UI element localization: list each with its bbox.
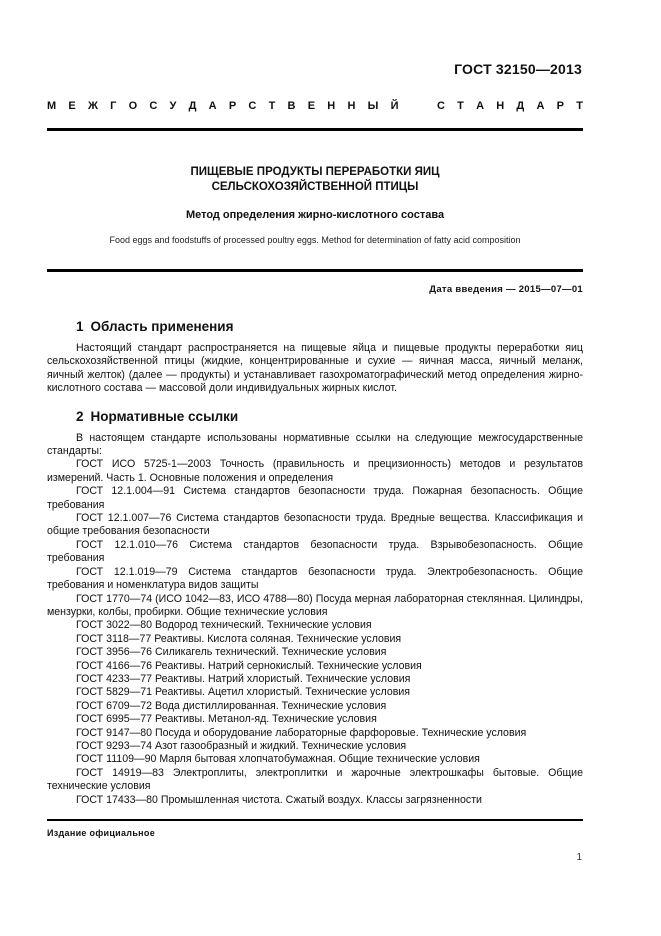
spaced-letter: Р [556, 100, 564, 112]
reference-title: Система стандартов безопасности труда. Взрывобезопасность. Общие требования [47, 538, 583, 565]
reference-code: ГОСТ 3118—77 [76, 632, 152, 645]
spaced-letter: Е [307, 100, 316, 112]
spaced-letter: М [47, 100, 57, 112]
reference-title: Реактивы. Натрий хлористый. Технические условия [155, 672, 411, 685]
reference-item [47, 794, 583, 807]
reference-item [47, 753, 583, 766]
introduction-date: Дата введения — 2015—07—01 [429, 284, 583, 295]
reference-item [47, 727, 583, 740]
section-number: 2 [76, 408, 84, 424]
document-title [47, 165, 583, 195]
section-number: 1 [76, 319, 84, 334]
reference-title: Марля бытовая хлопчатобумажная. Общие технические условия [159, 753, 480, 766]
section-title: Нормативные ссылки [90, 408, 239, 424]
reference-item [47, 660, 583, 673]
spaced-letter: А [208, 100, 217, 112]
reference-code: ГОСТ 12.1.010—76 [76, 538, 179, 551]
spaced-letter: А [476, 100, 485, 112]
reference-item [47, 767, 583, 794]
spaced-letter: Д [516, 100, 525, 112]
reference-item [47, 619, 583, 632]
reference-code: ГОСТ 9147—80 [76, 726, 153, 739]
spaced-letter: В [287, 100, 296, 112]
reference-item [47, 566, 583, 593]
footer-divider [47, 819, 583, 821]
reference-code: ГОСТ 5829—71 [76, 686, 153, 699]
spaced-letter: Т [576, 100, 583, 112]
title-block [47, 165, 583, 246]
reference-title: Электроплиты, электроплитки и жарочные электрошкафы бытовые. Общие технические условия [47, 766, 583, 793]
reference-code: ГОСТ 14919—83 [76, 766, 164, 779]
spaced-letter: С [149, 100, 158, 112]
reference-item [47, 740, 583, 753]
reference-title: Реактивы. Ацетил хлористый. Технические условия [155, 686, 410, 699]
reference-title: Азот газообразный и жидкий. Технические условия [155, 739, 407, 752]
spaced-letter: Ж [87, 100, 98, 112]
section-title: Область применения [90, 319, 234, 334]
top-divider [47, 128, 583, 131]
interstate-standard-label [47, 100, 583, 112]
title-line-2: СЕЛЬСКОХОЗЯЙСТВЕННОЙ ПТИЦЫ [211, 181, 419, 193]
section-2-heading [47, 408, 583, 426]
spaced-letter: Е [68, 100, 76, 112]
spaced-letter: Н [347, 100, 356, 112]
reference-item [47, 646, 583, 659]
reference-item [47, 458, 583, 485]
spaced-letter: Д [188, 100, 197, 112]
reference-title: Реактивы. Метанол-яд. Технические условия [155, 713, 377, 726]
reference-item [47, 713, 583, 726]
scope-paragraph: Настоящий стандарт распространяется на пищевые яйца и пищевые продукты переработки яиц сельскохозяйственной птицы (жидкие, концентрированные и сухие — яичная масса, яичный меланж, яичный желток) (далее — продукты) и устанавливает газохроматографический метод определения жирно-кислотного состава — массовой доли индивидуальных жирных кислот. [47, 342, 583, 395]
reference-title: Реактивы. Кислота соляная. Технические условия [154, 632, 402, 645]
title-divider [47, 269, 583, 272]
reference-code: ГОСТ 3022—80 [76, 619, 153, 632]
spaced-letter: Т [457, 100, 464, 112]
reference-item [47, 539, 583, 566]
reference-code: ГОСТ 4233—77 [76, 672, 153, 685]
reference-title: Реактивы. Натрий сернокислый. Технические условия [155, 659, 422, 672]
edition-label: Издание официальное [47, 828, 156, 838]
spaced-letter: У [169, 100, 177, 112]
page-number: 1 [576, 852, 582, 863]
reference-code: ГОСТ 9293—74 [76, 739, 153, 752]
reference-code: ГОСТ 11109—90 [76, 753, 157, 766]
reference-title: Посуда и оборудование лабораторные фарфоровые. Технические условия [155, 726, 527, 739]
references-list [47, 458, 583, 807]
title-line-1: ПИЩЕВЫЕ ПРОДУКТЫ ПЕРЕРАБОТКИ ЯИЦ [190, 166, 440, 178]
reference-title: Точность (правильность и прецизионность) методов и результатов измерений. Часть 1. Основные положения и определения [47, 458, 583, 484]
spaced-letter: Ы [367, 100, 379, 112]
document-body [47, 318, 583, 807]
reference-item [47, 512, 583, 539]
reference-title: Вода дистиллированная. Технические условия [155, 699, 387, 712]
reference-title: Система стандартов безопасности труда. Пожарная безопасность. Общие требования [47, 485, 583, 511]
reference-item [47, 485, 583, 512]
spaced-letter: Н [327, 100, 336, 112]
reference-item [47, 700, 583, 713]
spaced-letter: Р [228, 100, 237, 112]
spaced-letter: С [248, 100, 257, 112]
references-intro: В настоящем стандарте использованы нормативные ссылки на следующие межгосударственные стандарты: [47, 431, 583, 458]
spaced-letter: Н [496, 100, 505, 112]
reference-title: Система стандартов безопасности труда. Электробезопасность. Общие требования и номенклатура видов защиты [47, 565, 583, 592]
spaced-letter: Т [268, 100, 276, 112]
reference-title: Система стандартов безопасности труда. Вредные вещества. Классификация и общие требования безопасности [47, 512, 584, 538]
reference-code: ГОСТ ИСО 5725-1—2003 [76, 458, 212, 471]
reference-item [47, 686, 583, 699]
reference-title: Посуда мерная лабораторная стеклянная. Цилиндры, мензурки, колбы, пробирки. Общие технические условия [47, 592, 583, 618]
reference-code: ГОСТ 17433—80 [76, 793, 158, 806]
reference-code: ГОСТ 12.1.019—79 [76, 565, 178, 578]
document-subtitle: Метод определения жирно-кислотного состава [185, 209, 445, 221]
spaced-letter: Й [390, 100, 399, 112]
spaced-letter: А [536, 100, 545, 112]
word-gap [411, 100, 425, 112]
reference-code: ГОСТ 1770—74 (ИСО 1042—83, ИСО 4788—80) [76, 592, 313, 605]
reference-title: Силикагель технический. Технические условия [155, 646, 387, 659]
reference-item [47, 593, 583, 620]
reference-code: ГОСТ 6995—77 [76, 713, 153, 726]
reference-title: Промышленная чистота. Сжатый воздух. Классы загрязненности [160, 793, 482, 806]
reference-code: ГОСТ 12.1.007—76 [76, 512, 172, 525]
reference-code: ГОСТ 6709—72 [76, 699, 153, 712]
reference-code: ГОСТ 4166—76 [76, 659, 153, 672]
spaced-letter: О [128, 100, 138, 112]
spaced-letter: С [436, 100, 445, 112]
reference-code: ГОСТ 12.1.004—91 [76, 485, 176, 498]
reference-title: Водород технический. Технические условия [155, 619, 372, 632]
reference-item [47, 633, 583, 646]
document-number: ГОСТ 32150—2013 [454, 61, 582, 77]
spaced-letter: Г [110, 100, 117, 112]
section-1-heading [47, 318, 583, 336]
reference-code: ГОСТ 3956—76 [76, 646, 153, 659]
english-title: Food eggs and foodstuffs of processed poultry eggs. Method for determination of fatty acid composition [109, 235, 521, 245]
reference-item [47, 673, 583, 686]
